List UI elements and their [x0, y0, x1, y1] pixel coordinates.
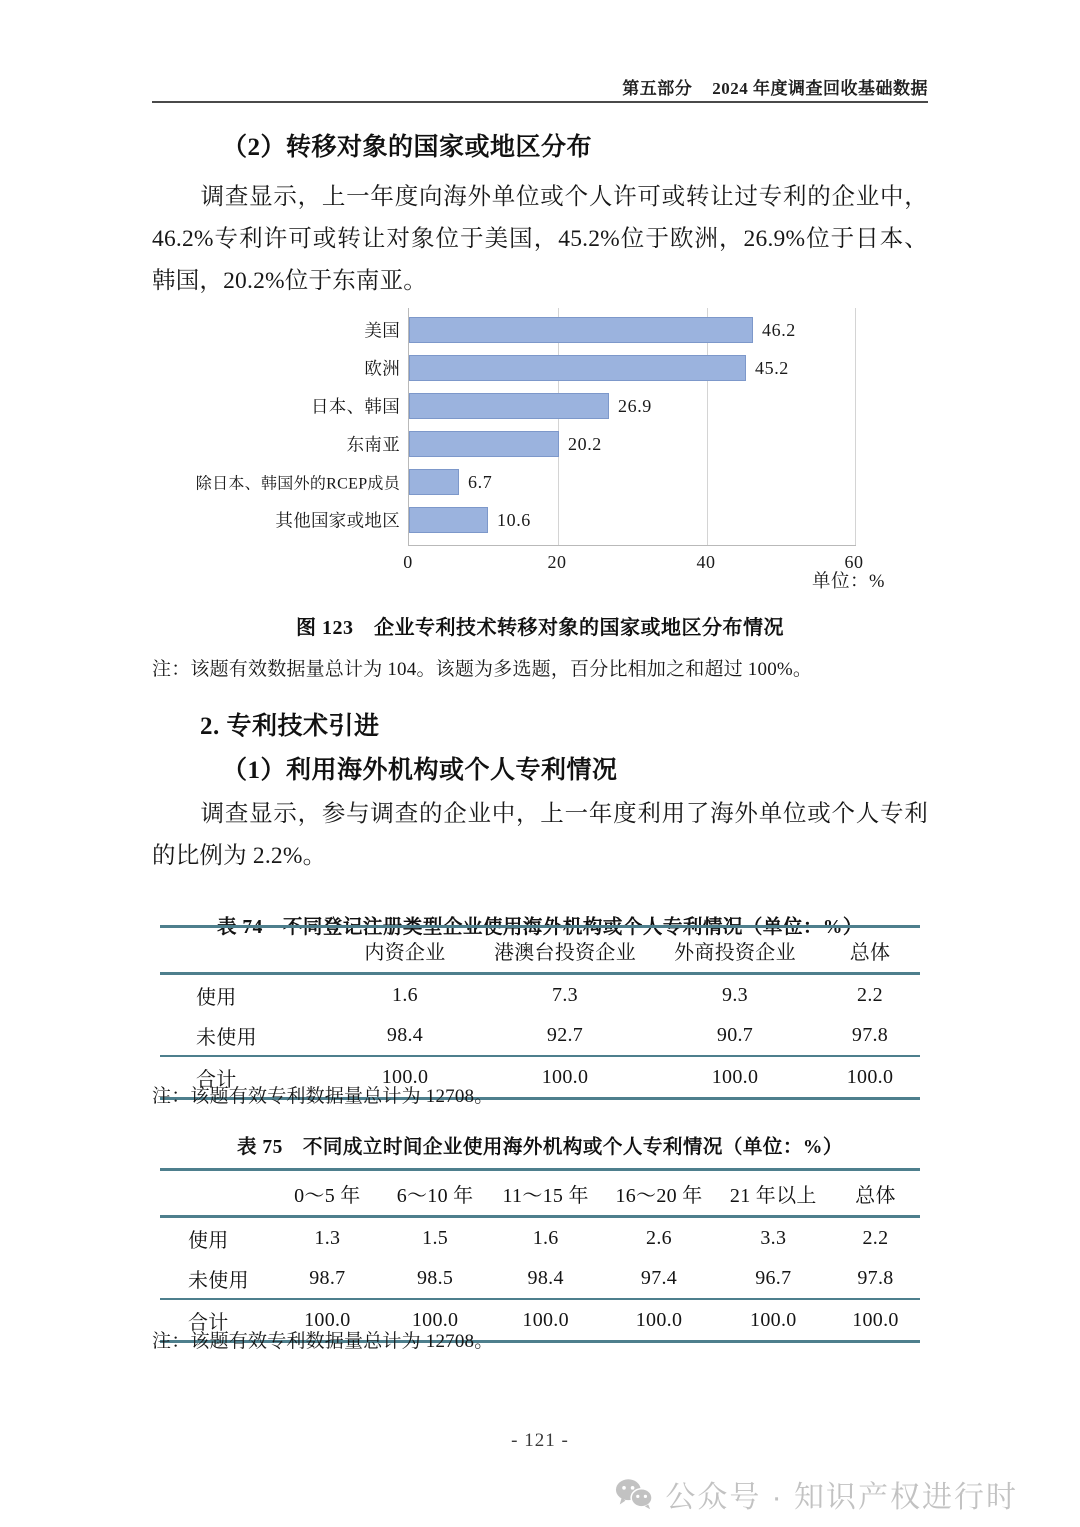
- x-axis-tick-60: 60: [844, 552, 864, 572]
- figure-caption-123: 图 123 企业专利技术转移对象的国家或地区分布情况: [296, 617, 784, 639]
- th-75-2: 6～10 年: [396, 1184, 474, 1207]
- th-74-1: 内资企业: [364, 941, 446, 964]
- th-75-6: 总体: [855, 1184, 896, 1207]
- td-75-r2-label: 合计: [188, 1311, 229, 1334]
- bar-row: [364, 317, 796, 343]
- td-75-r1-label: 未使用: [188, 1269, 249, 1292]
- bar-row: [311, 393, 652, 419]
- bar-category-0: 美国: [364, 320, 400, 341]
- table-row: [160, 974, 920, 1016]
- bar-row: [195, 469, 493, 495]
- bar-0: [409, 317, 753, 343]
- td-75-r1-c0: 98.7: [309, 1266, 346, 1289]
- th-74-0: [160, 927, 330, 974]
- td-74-r0-c3: 2.2: [857, 983, 883, 1006]
- th-75-4: 16～20 年: [615, 1184, 703, 1207]
- td-75-r0-c1: 1.5: [422, 1226, 449, 1249]
- th-74-3: 外商投资企业: [674, 941, 796, 964]
- bar-5: [409, 507, 488, 533]
- td-75-r0-c4: 3.3: [760, 1226, 787, 1249]
- td-74-r1-c3: 97.8: [851, 1023, 889, 1046]
- table-row: [160, 1015, 920, 1056]
- td-74-r2-c2: 100.0: [711, 1065, 759, 1088]
- bar-value-2: 26.9: [618, 395, 652, 416]
- table-75: [160, 1168, 920, 1343]
- page-number: - 121 -: [511, 1430, 569, 1451]
- bar-row: [275, 507, 531, 533]
- table-caption-75: 表 75 不同成立时间企业使用海外机构或个人专利情况（单位：%）: [237, 1137, 843, 1158]
- td-75-r0-c3: 2.6: [646, 1226, 672, 1249]
- td-74-r0-label: 使用: [196, 986, 237, 1009]
- chart-unit-label: 单位：%: [812, 572, 885, 592]
- td-74-r0-c0: 1.6: [392, 983, 418, 1006]
- watermark-text: 公众号 · 知识产权进行时: [665, 1481, 1018, 1514]
- table-note-74: 注：该题有效专利数据量总计为 12708。: [152, 1086, 494, 1107]
- x-axis-tick-0: 0: [403, 552, 413, 572]
- paragraph-text-2: 调查显示，参与调查的企业中，上一年度利用了海外单位或个人专利的比例为 2.2%。: [152, 801, 928, 869]
- bar-value-0: 46.2: [762, 319, 796, 340]
- section-heading-transfer-distribution: （2）转移对象的国家或地区分布: [222, 134, 593, 161]
- td-75-r1-c2: 98.4: [527, 1266, 564, 1289]
- td-75-r0-label: 使用: [188, 1229, 229, 1252]
- th-74-2: 港澳台投资企业: [493, 941, 637, 964]
- th-75-3: 11～15 年: [502, 1184, 589, 1207]
- td-75-r2-c5: 100.0: [852, 1308, 899, 1331]
- bar-2: [409, 393, 609, 419]
- td-74-r0-c2: 9.3: [722, 983, 748, 1006]
- td-75-r2-c3: 100.0: [635, 1308, 683, 1331]
- td-75-r0-c5: 2.2: [862, 1226, 889, 1249]
- header-section: 第五部分: [622, 79, 693, 98]
- td-74-r1-c0: 98.4: [386, 1023, 424, 1046]
- gridline-40: [707, 308, 708, 545]
- figure-123-chart: [190, 300, 890, 595]
- td-75-r1-c1: 98.5: [416, 1266, 454, 1289]
- watermark: [615, 1472, 1018, 1516]
- bar-category-4: 除日本、韩国外的RCEP成员: [195, 475, 400, 493]
- th-75-5: 21 年以上: [729, 1184, 817, 1207]
- td-74-r2-c0: 100.0: [381, 1065, 429, 1088]
- td-74-r1-c2: 90.7: [716, 1023, 754, 1046]
- gridline-20: [558, 308, 559, 545]
- td-74-r1-c1: 92.7: [546, 1023, 584, 1046]
- x-axis-tick-40: 40: [696, 552, 716, 572]
- paragraph-text-1: 调查显示，上一年度向海外单位或个人许可或转让过专利的企业中，46.2%专利许可或转让对象位于美国，45.2%位于欧洲，26.9%位于日本、韩国，20.2%位于东南亚。: [152, 184, 928, 294]
- bar-row: [364, 355, 789, 381]
- td-74-r2-label: 合计: [196, 1068, 237, 1091]
- bar-3: [409, 431, 559, 457]
- table-row: [160, 1258, 920, 1299]
- td-75-r0-c0: 1.3: [314, 1226, 341, 1249]
- section-heading-overseas-patent-usage: （1）利用海外机构或个人专利情况: [222, 757, 618, 784]
- td-75-r2-c2: 100.0: [522, 1308, 569, 1331]
- th-74-4: 总体: [849, 941, 891, 964]
- header-rule: [152, 101, 928, 103]
- paragraph-overseas-patent-usage: [152, 793, 928, 877]
- bar-category-2: 日本、韩国: [311, 396, 400, 417]
- bar-1: [409, 355, 746, 381]
- td-74-r0-c1: 7.3: [552, 983, 578, 1006]
- bar-category-5: 其他国家或地区: [275, 510, 400, 531]
- bar-category-1: 欧洲: [364, 358, 400, 379]
- td-75-r2-c0: 100.0: [304, 1308, 351, 1331]
- table-74: [160, 925, 920, 1100]
- table-header-row: [160, 927, 920, 974]
- bar-value-1: 45.2: [755, 357, 789, 378]
- td-75-r1-c5: 97.8: [857, 1266, 894, 1289]
- td-75-r2-c4: 100.0: [750, 1308, 797, 1331]
- td-75-r1-c4: 96.7: [755, 1266, 792, 1289]
- section-heading-patent-introduction: 2. 专利技术引进: [200, 713, 380, 740]
- td-75-r1-c3: 97.4: [640, 1266, 678, 1289]
- th-75-1: 0～5 年: [294, 1184, 361, 1207]
- table-caption-74: 表 74 不同登记注册类型企业使用海外机构或个人专利情况（单位：%）: [217, 917, 863, 938]
- table-note-75: 注：该题有效专利数据量总计为 12708。: [152, 1331, 494, 1352]
- wechat-icon: [615, 1477, 653, 1511]
- table-header-row: [160, 1170, 920, 1217]
- td-75-r0-c2: 1.6: [532, 1226, 559, 1249]
- bar-row: [346, 431, 602, 457]
- bar-value-4: 6.7: [468, 471, 493, 492]
- bar-value-5: 10.6: [497, 509, 531, 530]
- paragraph-transfer-distribution: [152, 176, 928, 302]
- figure-note-123: 注：该题有效数据量总计为 104。该题为多选题，百分比相加之和超过 100%。: [152, 659, 813, 680]
- table-row: [160, 1217, 920, 1259]
- td-74-r1-label: 未使用: [196, 1026, 257, 1049]
- x-axis-tick-20: 20: [547, 552, 567, 572]
- bar-4: [409, 469, 459, 495]
- td-74-r2-c3: 100.0: [846, 1065, 894, 1088]
- td-75-r2-c1: 100.0: [411, 1308, 459, 1331]
- bar-category-3: 东南亚: [346, 434, 400, 455]
- header-title: 2024 年度调查回收基础数据: [712, 79, 928, 98]
- td-74-r2-c1: 100.0: [541, 1065, 589, 1088]
- th-75-0: [160, 1170, 273, 1217]
- running-header: [152, 74, 928, 99]
- gridline-60: [855, 308, 856, 545]
- bar-value-3: 20.2: [568, 433, 602, 454]
- chart-plot-area: [195, 308, 856, 546]
